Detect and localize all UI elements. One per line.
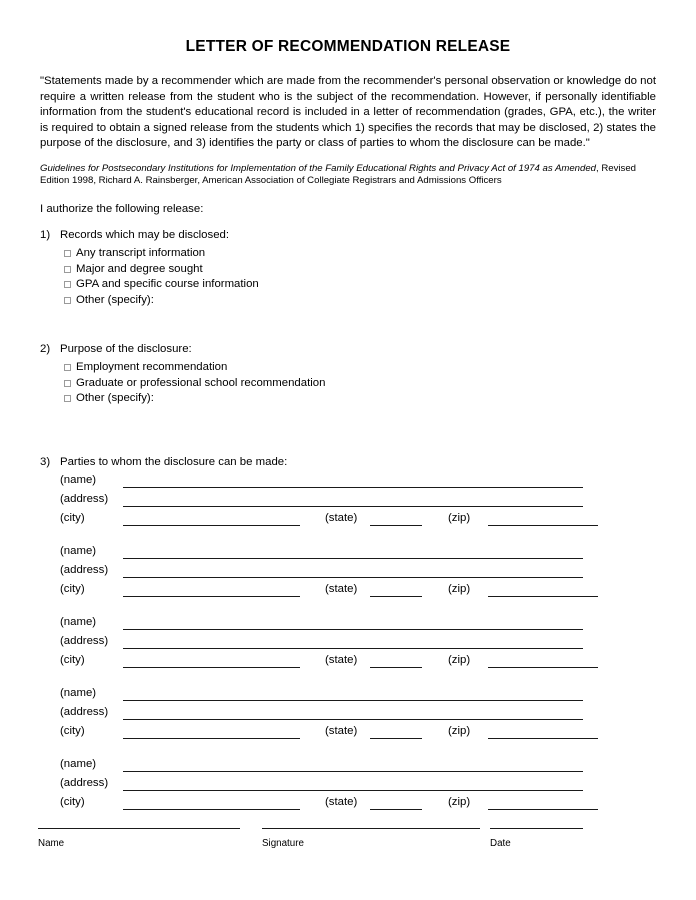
address-label: (address): [60, 564, 109, 576]
name-input-line[interactable]: [123, 487, 583, 488]
zip-input-line[interactable]: [488, 809, 598, 810]
zip-label: (zip): [448, 725, 471, 737]
zip-label: (zip): [448, 796, 471, 808]
option-label: Other (specify):: [76, 392, 154, 404]
zip-label: (zip): [448, 654, 471, 666]
state-input-line[interactable]: [370, 667, 422, 668]
state-label: (state): [325, 725, 358, 737]
name-caption: Name: [38, 838, 65, 849]
zip-label: (zip): [448, 583, 471, 595]
signature-block: [0, 828, 696, 868]
page-title: LETTER OF RECOMMENDATION RELEASE: [185, 38, 511, 55]
option-label: Employment recommendation: [76, 361, 228, 373]
city-input-line[interactable]: [123, 738, 300, 739]
section-2-label: Purpose of the disclosure:: [60, 343, 192, 355]
name-signature-line[interactable]: [38, 828, 240, 829]
city-label: (city): [60, 796, 85, 808]
citation-publication-info: , Revised Edition 1998, Richard A. Rainsberger, American Association of Collegiate Registrars and Admissions Officers: [40, 163, 637, 187]
state-label: (state): [325, 512, 358, 524]
city-input-line[interactable]: [123, 667, 300, 668]
zip-input-line[interactable]: [488, 525, 598, 526]
checkbox-major-and-degree-sought[interactable]: [64, 266, 71, 273]
state-input-line[interactable]: [370, 525, 422, 526]
state-input-line[interactable]: [370, 596, 422, 597]
address-input-line[interactable]: [123, 506, 583, 507]
state-input-line[interactable]: [370, 809, 422, 810]
address-label: (address): [60, 493, 109, 505]
city-input-line[interactable]: [123, 809, 300, 810]
city-label: (city): [60, 654, 85, 666]
name-label: (name): [60, 545, 97, 557]
checkbox-any-transcript-information[interactable]: [64, 250, 71, 257]
address-label: (address): [60, 777, 109, 789]
checkbox-gpa-and-specific-course-information[interactable]: [64, 281, 71, 288]
option-label: Any transcript information: [76, 247, 206, 259]
address-input-line[interactable]: [123, 790, 583, 791]
state-label: (state): [325, 654, 358, 666]
checkbox-graduate-or-professional-school-recommendation[interactable]: [64, 380, 71, 387]
address-label: (address): [60, 635, 109, 647]
address-input-line[interactable]: [123, 577, 583, 578]
city-label: (city): [60, 583, 85, 595]
city-input-line[interactable]: [123, 525, 300, 526]
option-label: GPA and specific course information: [76, 278, 259, 290]
option-label: Graduate or professional school recommendation: [76, 376, 326, 389]
address-label: (address): [60, 706, 109, 718]
zip-input-line[interactable]: [488, 667, 598, 668]
section-1-number: 1): [40, 229, 51, 241]
city-label: (city): [60, 512, 85, 524]
state-input-line[interactable]: [370, 738, 422, 739]
section-2-number: 2): [40, 343, 51, 355]
state-label: (state): [325, 796, 358, 808]
city-label: (city): [60, 725, 85, 737]
authorize-statement: I authorize the following release:: [40, 203, 204, 215]
citation-title-italic: Guidelines for Postsecondary Institutions for Implementation of the Family Educational Rights and Privacy Act of 1974 as Amended: [40, 163, 597, 174]
checkbox-other-specify-records[interactable]: [64, 297, 71, 304]
checkbox-other-specify-purpose[interactable]: [64, 395, 71, 402]
option-label: Other (specify):: [76, 293, 154, 306]
name-input-line[interactable]: [123, 558, 583, 559]
zip-label: (zip): [448, 512, 471, 524]
zip-input-line[interactable]: [488, 738, 598, 739]
name-label: (name): [60, 616, 97, 628]
citation-text: [40, 163, 656, 188]
name-input-line[interactable]: [123, 700, 583, 701]
signature-caption: Signature: [262, 838, 304, 849]
address-input-line[interactable]: [123, 719, 583, 720]
zip-input-line[interactable]: [488, 596, 598, 597]
checkbox-employment-recommendation[interactable]: [64, 364, 71, 371]
section-1-label: Records which may be disclosed:: [60, 229, 230, 241]
name-input-line[interactable]: [123, 629, 583, 630]
section-3-label: Parties to whom the disclosure can be made:: [60, 456, 288, 468]
city-input-line[interactable]: [123, 596, 300, 597]
option-label: Major and degree sought: [76, 262, 203, 275]
section-3-number: 3): [40, 456, 51, 468]
intro-quote-paragraph: "Statements made by a recommender which are made from the recommender's personal observation or knowledge do not require a written release from the student who is the subject of the recommendation. However, if personally identifiable information from the student's educational record is included in a letter of recommendation (grades, GPA, etc.), the writer is required to obtain a signed release from the students which 1) specifies the records that may be disclosed, 2) states the purpose of the disclosure, and 3) identifies the party or class of parties to whom the disclosure can be made.": [40, 75, 656, 150]
name-label: (name): [60, 474, 97, 486]
name-input-line[interactable]: [123, 771, 583, 772]
name-label: (name): [60, 758, 97, 770]
signature-line[interactable]: [262, 828, 480, 829]
address-input-line[interactable]: [123, 648, 583, 649]
state-label: (state): [325, 583, 358, 595]
name-label: (name): [60, 687, 97, 699]
date-line[interactable]: [490, 828, 583, 829]
date-caption: Date: [490, 838, 511, 849]
